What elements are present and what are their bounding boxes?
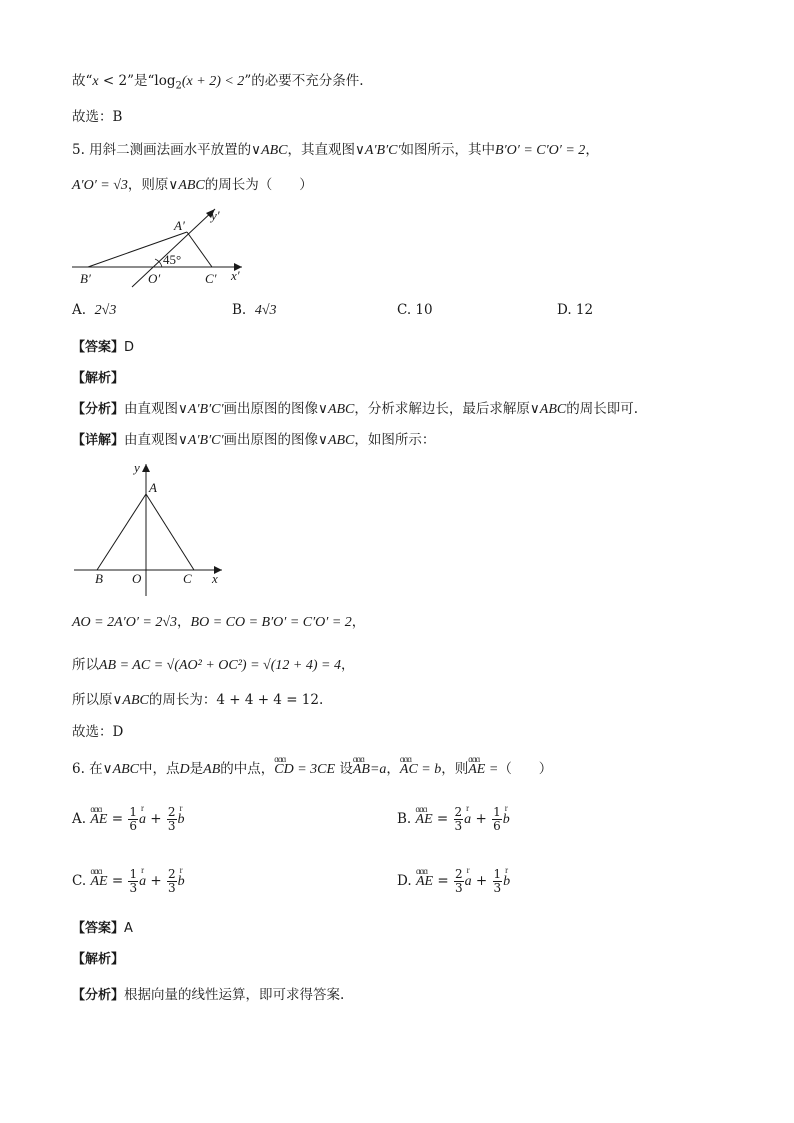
answer-choice-line: 故选：B xyxy=(72,109,123,125)
denominator: 3 xyxy=(493,881,502,895)
analysis-tag: 【解析】 xyxy=(72,952,125,967)
question-5-line-2 xyxy=(72,175,313,196)
label-a-prime: A′ xyxy=(174,218,185,233)
text: < 2 xyxy=(98,73,128,89)
math-var: A′B′C′ xyxy=(364,143,401,158)
answer-5 xyxy=(72,338,134,358)
label-c-prime: C′ xyxy=(205,271,217,286)
option-a[interactable] xyxy=(72,300,116,321)
text: 如图所示，其中 xyxy=(400,142,496,158)
vector-ae: ɑɑɑ AE xyxy=(416,810,433,830)
vector-a: r a xyxy=(464,810,471,830)
denominator: 6 xyxy=(129,819,137,833)
denominator: 3 xyxy=(167,819,176,833)
vector-b: r b xyxy=(503,810,510,830)
vector-b: r b xyxy=(503,872,510,892)
math-expr: AO = 2A′O′ = 2√3 xyxy=(72,615,178,630)
text: 画出原图的图像∨ xyxy=(223,432,328,448)
vector-a: r a xyxy=(465,872,472,892)
text: 画出原图的图像∨ xyxy=(223,401,328,417)
fenxi-tag: 【分析】 xyxy=(72,402,125,417)
answer-6 xyxy=(72,919,133,939)
numerator: 2 xyxy=(454,867,463,881)
text: ， xyxy=(386,761,400,777)
label-o: O xyxy=(132,571,142,586)
fraction xyxy=(167,868,177,895)
vector-expr: ɑɑɑ AB=a xyxy=(353,760,387,780)
denominator: 3 xyxy=(454,819,463,833)
text: 的中点， xyxy=(220,761,275,777)
numerator: 1 xyxy=(493,805,501,819)
text: ， xyxy=(340,657,355,673)
numerator: 2 xyxy=(168,867,176,881)
math-var: ABC xyxy=(327,433,355,448)
denominator: 6 xyxy=(493,819,501,833)
vector-ae: ɑɑɑ AE xyxy=(90,810,107,830)
y-axis-arrow xyxy=(142,464,150,472)
text: ， xyxy=(351,614,366,630)
label-y: y xyxy=(134,460,140,475)
text: ， xyxy=(585,142,599,158)
option-b[interactable]: B. ɑɑɑ AE = $\frac{2}{3}$ r a + $\frac{1}{6}$ r b xyxy=(397,806,510,833)
denominator: 3 xyxy=(454,881,463,895)
side-ac xyxy=(146,494,194,570)
text: 根据向量的线性运算，即可求得答案. xyxy=(124,987,345,1003)
vector-expr: ɑɑɑ AC = b xyxy=(400,760,441,780)
option-label: B. xyxy=(232,302,247,318)
math-var: ABC xyxy=(261,143,288,158)
math-var: ABC xyxy=(122,693,149,708)
analysis-tag: 【解析】 xyxy=(72,371,125,386)
answer-tag: 【答案】 xyxy=(72,921,125,936)
numerator: 2 xyxy=(454,805,463,819)
vector-ae: ɑɑɑ AE xyxy=(90,872,107,892)
text: ， xyxy=(177,614,191,630)
text: 6. 在∨ xyxy=(72,761,113,777)
text: ”的必要不充分条件. xyxy=(244,73,364,89)
label-b: B xyxy=(95,571,103,586)
numerator: 1 xyxy=(129,867,138,881)
oblique-triangle-figure xyxy=(70,203,255,288)
label-x-prime: x′ xyxy=(231,268,240,283)
math-expr: AB = AC = √(AO² + OC²) = √(12 + 4) = 4 xyxy=(99,658,341,673)
text: 的周长即可. xyxy=(566,401,639,417)
fraction xyxy=(454,806,464,833)
option-label: A. xyxy=(72,302,87,318)
fenxi-6 xyxy=(72,985,344,1006)
math-var: A′B′C′ xyxy=(187,433,224,448)
label-b-prime: B′ xyxy=(80,271,91,286)
option-a[interactable]: A. ɑɑɑ AE = $\frac{1}{6}$ r a + $\frac{2}{3}$ r b xyxy=(72,806,185,833)
math-var: ABC xyxy=(327,402,355,417)
option-d[interactable]: D. 12 xyxy=(557,302,594,318)
math-var: ABC xyxy=(539,402,567,417)
vector-expr: ɑɑɑ AE = xyxy=(468,760,498,780)
option-d[interactable]: D. ɑɑɑ AE = $\frac{2}{3}$ r a + $\frac{1}{3}$ r b xyxy=(397,868,510,895)
text: ，分析求解边长，最后求解原∨ xyxy=(354,401,540,417)
numerator: 2 xyxy=(167,805,176,819)
fenxi-tag: 【分析】 xyxy=(72,988,125,1003)
denominator: 3 xyxy=(129,881,138,895)
text: ，则 xyxy=(441,761,469,777)
side-ba xyxy=(97,494,146,570)
answer-tag: 【答案】 xyxy=(72,340,125,355)
vector-b: r b xyxy=(178,810,185,830)
side-ac xyxy=(187,232,212,267)
fraction xyxy=(493,868,503,895)
text: （ ） xyxy=(498,761,553,777)
option-c[interactable]: C. 10 xyxy=(397,302,433,318)
equation-3 xyxy=(72,690,323,711)
math-var: AB xyxy=(203,762,221,777)
text: ，其直观图∨ xyxy=(287,142,365,158)
question-6 xyxy=(72,759,552,780)
text: 故“ xyxy=(72,73,93,89)
label-45-deg: 45° xyxy=(163,252,182,267)
text: 由直观图∨ xyxy=(124,432,188,448)
vector-a: r a xyxy=(139,810,146,830)
option-c[interactable]: C. ɑɑɑ AE = $\frac{1}{3}$ r a + $\frac{2}{3}$ r b xyxy=(72,868,185,895)
text: 设 xyxy=(339,761,353,777)
option-value: 4√3 xyxy=(254,303,277,318)
math-expr: B′O′ = C′O′ = 2 xyxy=(495,143,586,158)
answer-choice-5: 故选：D xyxy=(72,724,124,740)
numerator: 1 xyxy=(129,805,137,819)
text: ”是“log xyxy=(127,73,176,89)
math-var: ABC xyxy=(112,762,140,777)
xiangjie-5 xyxy=(72,430,435,451)
math-expr: (x + 2) < 2 xyxy=(181,74,245,89)
math-expr: A′O′ = √3 xyxy=(72,178,128,193)
text: ，如图所示： xyxy=(354,432,436,448)
option-b[interactable] xyxy=(232,300,277,321)
text: 的周长为（ ） xyxy=(204,177,313,193)
original-triangle-figure xyxy=(70,458,230,598)
vector-expr: ɑɑɑ CD = 3CE xyxy=(274,760,335,780)
denominator: 3 xyxy=(168,881,176,895)
text: 是 xyxy=(189,761,204,777)
math-var: ABC xyxy=(178,178,205,193)
answer-value: A xyxy=(124,921,133,936)
xiangjie-tag: 【详解】 xyxy=(72,433,125,448)
math-var: x xyxy=(92,74,99,89)
analysis-heading-5 xyxy=(72,369,124,389)
fenxi-5 xyxy=(72,399,638,420)
question-5-line-1 xyxy=(72,140,599,161)
analysis-heading-6 xyxy=(72,950,124,970)
fraction xyxy=(128,868,138,895)
text: 所以原∨ xyxy=(72,692,123,708)
fraction xyxy=(454,868,464,895)
vector-ae: ɑɑɑ AE xyxy=(416,872,433,892)
fraction xyxy=(128,806,138,833)
equation-2 xyxy=(72,655,354,676)
equation-1 xyxy=(72,612,365,633)
text: 中，点 xyxy=(139,761,180,777)
text: 5. 用斜二测画法画水平放置的∨ xyxy=(72,142,262,158)
math-var: A′B′C′ xyxy=(187,402,224,417)
label-c: C xyxy=(183,571,192,586)
option-label: D. xyxy=(397,873,412,889)
conclusion-line xyxy=(72,71,364,97)
text: 由直观图∨ xyxy=(124,401,188,417)
fraction xyxy=(167,806,177,833)
math-var: D xyxy=(179,762,190,777)
text: 所以 xyxy=(72,657,99,673)
fraction xyxy=(492,806,502,833)
option-value: 2√3 xyxy=(94,303,117,318)
option-label: B. xyxy=(397,811,412,827)
option-label: A. xyxy=(72,811,87,827)
label-x: x xyxy=(212,571,218,586)
label-a: A xyxy=(149,480,157,495)
log-base: 2 xyxy=(175,80,182,92)
label-y-prime: y′ xyxy=(211,208,220,223)
option-label: C. xyxy=(72,873,87,889)
vector-a: r a xyxy=(139,872,146,892)
math-expr: BO = CO = B′O′ = C′O′ = 2 xyxy=(190,615,352,630)
text: ，则原∨ xyxy=(127,177,179,193)
text: 的周长为：4 + 4 + 4 = 12. xyxy=(148,692,324,708)
numerator: 1 xyxy=(493,867,502,881)
answer-value: D xyxy=(124,340,135,355)
label-o-prime: O′ xyxy=(148,271,161,286)
vector-b: r b xyxy=(178,872,185,892)
